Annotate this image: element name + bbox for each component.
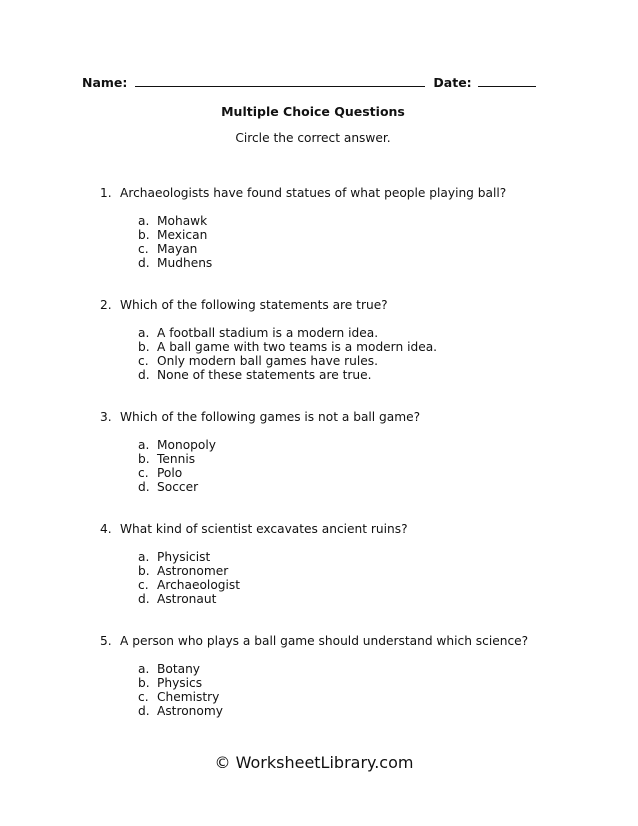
question-5 [0, 634, 638, 746]
answer-option[interactable] [138, 704, 223, 718]
option-letter: d. [138, 592, 150, 606]
name-blank-line[interactable] [135, 74, 425, 87]
option-letter: a. [138, 550, 150, 564]
option-letter: a. [138, 214, 150, 228]
option-text: Monopoly [157, 438, 216, 452]
question-number: 2. [100, 298, 112, 312]
question-3 [0, 410, 638, 522]
question-text [100, 634, 528, 648]
answer-option[interactable] [138, 662, 223, 676]
question-text [100, 410, 420, 424]
question-text [100, 186, 506, 200]
answer-option[interactable] [138, 242, 212, 256]
answer-options [138, 438, 216, 494]
option-text: Physics [157, 676, 203, 690]
name-label: Name: [82, 75, 128, 90]
option-text: Archaeologist [157, 578, 241, 592]
option-text: Astronaut [157, 592, 217, 606]
option-letter: b. [138, 340, 150, 354]
question-list [0, 186, 638, 746]
question-number: 1. [100, 186, 112, 200]
answer-option[interactable] [138, 326, 437, 340]
question-prompt: What kind of scientist excavates ancient ruins? [120, 522, 408, 536]
option-letter: c. [138, 354, 149, 368]
answer-option[interactable] [138, 438, 216, 452]
option-letter: b. [138, 564, 150, 578]
option-letter: a. [138, 662, 150, 676]
option-letter: a. [138, 326, 150, 340]
answer-options [138, 214, 212, 270]
question-prompt: Archaeologists have found statues of what people playing ball? [120, 186, 507, 200]
option-text: Tennis [157, 452, 196, 466]
answer-option[interactable] [138, 256, 212, 270]
option-letter: c. [138, 466, 149, 480]
question-prompt: A person who plays a ball game should understand which science? [120, 634, 529, 648]
answer-option[interactable] [138, 214, 212, 228]
question-2 [0, 298, 638, 410]
answer-option[interactable] [138, 228, 212, 242]
answer-option[interactable] [138, 564, 240, 578]
question-text [100, 522, 408, 536]
question-1 [0, 186, 638, 298]
option-letter: d. [138, 704, 150, 718]
option-text: Mexican [157, 228, 208, 242]
answer-option[interactable] [138, 368, 437, 382]
option-letter: b. [138, 228, 150, 242]
option-letter: b. [138, 452, 150, 466]
option-text: Mayan [157, 242, 198, 256]
option-letter: b. [138, 676, 150, 690]
question-number: 3. [100, 410, 112, 424]
answer-option[interactable] [138, 592, 240, 606]
option-text: Soccer [157, 480, 199, 494]
answer-options [138, 550, 240, 606]
question-number: 5. [100, 634, 112, 648]
option-text: Physicist [157, 550, 211, 564]
date-label: Date: [433, 75, 472, 90]
worksheet-title: Multiple Choice Questions [221, 104, 405, 119]
option-text: Only modern ball games have rules. [157, 354, 379, 368]
question-prompt: Which of the following games is not a ball game? [120, 410, 421, 424]
option-text: A football stadium is a modern idea. [157, 326, 379, 340]
name-date-line [82, 74, 532, 92]
answer-options [138, 662, 223, 718]
option-letter: a. [138, 438, 150, 452]
option-letter: d. [138, 256, 150, 270]
option-text: Astronomy [157, 704, 223, 718]
option-letter: c. [138, 690, 149, 704]
answer-option[interactable] [138, 550, 240, 564]
answer-option[interactable] [138, 480, 216, 494]
option-text: Mudhens [157, 256, 213, 270]
question-number: 4. [100, 522, 112, 536]
answer-option[interactable] [138, 354, 437, 368]
option-text: None of these statements are true. [157, 368, 372, 382]
answer-options [138, 326, 437, 382]
option-letter: c. [138, 242, 149, 256]
question-text [100, 298, 388, 312]
option-letter: c. [138, 578, 149, 592]
option-text: Botany [157, 662, 201, 676]
worksheet-instructions: Circle the correct answer. [235, 131, 391, 145]
answer-option[interactable] [138, 690, 223, 704]
copyright-footer: © WorksheetLibrary.com [214, 753, 414, 772]
question-4 [0, 522, 638, 634]
date-blank-line[interactable] [478, 74, 536, 87]
answer-option[interactable] [138, 676, 223, 690]
answer-option[interactable] [138, 340, 437, 354]
option-text: Astronomer [157, 564, 229, 578]
option-letter: d. [138, 480, 150, 494]
option-text: Chemistry [157, 690, 220, 704]
option-text: Polo [157, 466, 183, 480]
answer-option[interactable] [138, 452, 216, 466]
answer-option[interactable] [138, 466, 216, 480]
question-prompt: Which of the following statements are true? [120, 298, 388, 312]
option-text: Mohawk [157, 214, 208, 228]
option-text: A ball game with two teams is a modern idea. [157, 340, 438, 354]
option-letter: d. [138, 368, 150, 382]
answer-option[interactable] [138, 578, 240, 592]
